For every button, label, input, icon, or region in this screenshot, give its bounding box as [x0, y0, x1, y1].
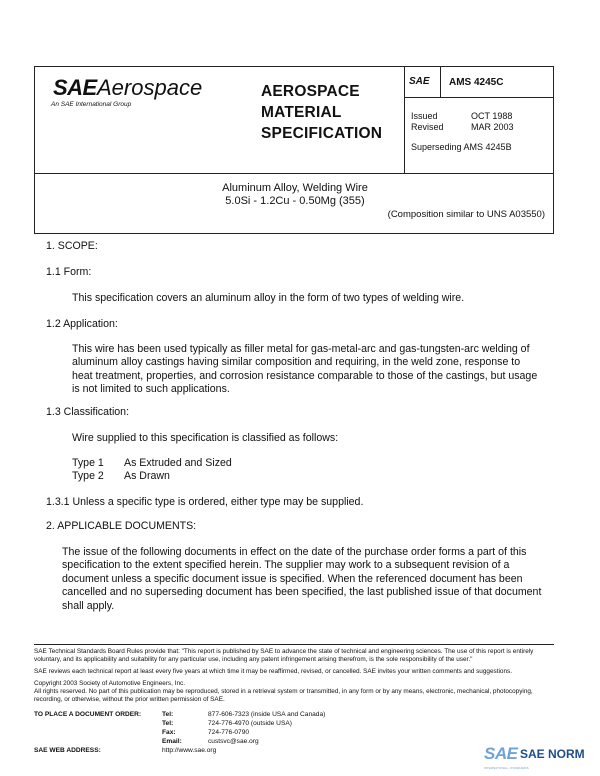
aerospace-logo-text: Aerospace: [97, 75, 203, 100]
issue-dates: [411, 111, 514, 133]
paragraph: 1.3.1 Unless a specific type is ordered, either type may be supplied.: [46, 496, 364, 508]
footnote: SAE reviews each technical report at least every five years at which time it may be reaffirmed, revised, or cancelled. SAE invites your written comments and suggestions.: [34, 668, 512, 675]
tel-label: Tel:: [162, 711, 174, 718]
footnote: voluntary, and its applicability and suitability for any particular use, including any patent infringement arising therefrom, is the sole responsibility of the user.": [34, 656, 473, 663]
paragraph: The issue of the following documents in effect on the date of the purchase order forms a part of this specification to the extent specified herein. The supplier may work to a subsequent revision of a document unless a specific document issue is specified. When the referenced document has been cancelled and no superseding document has been specified, the last published issue of that document shall apply.: [62, 546, 542, 612]
material-title-box: [34, 173, 554, 234]
revised-label: Revised: [411, 122, 444, 132]
revised-value: MAR 2003: [471, 122, 514, 132]
email-label: Email:: [162, 738, 182, 745]
fax-label: Fax:: [162, 729, 176, 736]
section-heading: 1.2 Application:: [46, 318, 118, 330]
section-heading: 1.1 Form:: [46, 266, 92, 278]
spec-header: [34, 66, 554, 174]
superseding-note: Superseding AMS 4245B: [411, 142, 512, 152]
type-label: Type 1: [72, 457, 104, 469]
uns-note: (Composition similar to UNS A03550): [387, 209, 545, 220]
header-divider: [404, 67, 405, 173]
tel-label: Tel:: [162, 720, 174, 727]
footnote: SAE Technical Standards Board Rules provide that: "This report is published by SAE to advance the state of technical and engineering sciences. The use of this report is entirely: [34, 648, 534, 655]
footer-divider: [34, 644, 554, 645]
header-divider: [404, 97, 554, 98]
footnote: All rights reserved. No part of this publication may be reproduced, stored in a retrieval system or transmitted, in any form or by any means, electronic, mechanical, photocopying,: [34, 688, 533, 695]
issued-label: Issued: [411, 111, 438, 121]
sae-mini-logo: SAE: [409, 76, 430, 87]
email-value: custsvc@sae.org: [208, 738, 259, 745]
section-heading: 1. SCOPE:: [46, 240, 98, 252]
order-label: TO PLACE A DOCUMENT ORDER:: [34, 711, 142, 718]
web-label: SAE WEB ADDRESS:: [34, 747, 101, 754]
web-value: http://www.sae.org: [162, 747, 217, 754]
tel-value: 877-606-7323 (inside USA and Canada): [208, 711, 326, 718]
logo-subtitle: An SAE International Group: [51, 101, 132, 108]
paragraph: Wire supplied to this specification is classified as follows:: [72, 432, 339, 444]
paragraph: This wire has been used typically as filler metal for gas-metal-arc and gas-tungsten-arc welding of aluminum alloy castings having similar composition and requiring, in the weld zone, response to heat treatment, properties, and corrosion resistance comparable to those of the castings, but usage is not limited to such applications.: [72, 343, 538, 396]
fax-value: 724-776-0790: [208, 729, 250, 736]
header-divider: [440, 67, 441, 97]
section-heading: 2. APPLICABLE DOCUMENTS:: [46, 520, 197, 532]
material-composition: 5.0Si - 1.2Cu - 0.50Mg (355): [225, 195, 365, 207]
paragraph: This specification covers an aluminum alloy in the form of two types of welding wire.: [72, 292, 465, 304]
type-value: As Drawn: [124, 470, 170, 482]
sae-norm-logo-sub: INTERNATIONAL • STANDARDS: [484, 766, 529, 770]
section-heading: 1.3 Classification:: [46, 406, 130, 418]
footnote: recording, or otherwise, without the prior written permission of SAE.: [34, 696, 225, 703]
type-label: Type 2: [72, 470, 104, 482]
sae-norm-logo-mark: SAE: [484, 744, 518, 763]
type-value: As Extruded and Sized: [124, 457, 232, 469]
material-title: Aluminum Alloy, Welding Wire: [222, 182, 368, 194]
sae-norm-logo-text: SAE NORM: [520, 747, 585, 761]
issued-value: OCT 1988: [471, 111, 513, 121]
document-type-title: AEROSPACE MATERIAL SPECIFICATION: [261, 83, 383, 142]
document-number: AMS 4245C: [449, 77, 504, 88]
tel-value: 724-776-4970 (outside USA): [208, 720, 292, 727]
footnote: Copyright 2003 Society of Automotive Engineers, Inc.: [34, 680, 185, 687]
sae-logo: SAE: [53, 75, 97, 100]
